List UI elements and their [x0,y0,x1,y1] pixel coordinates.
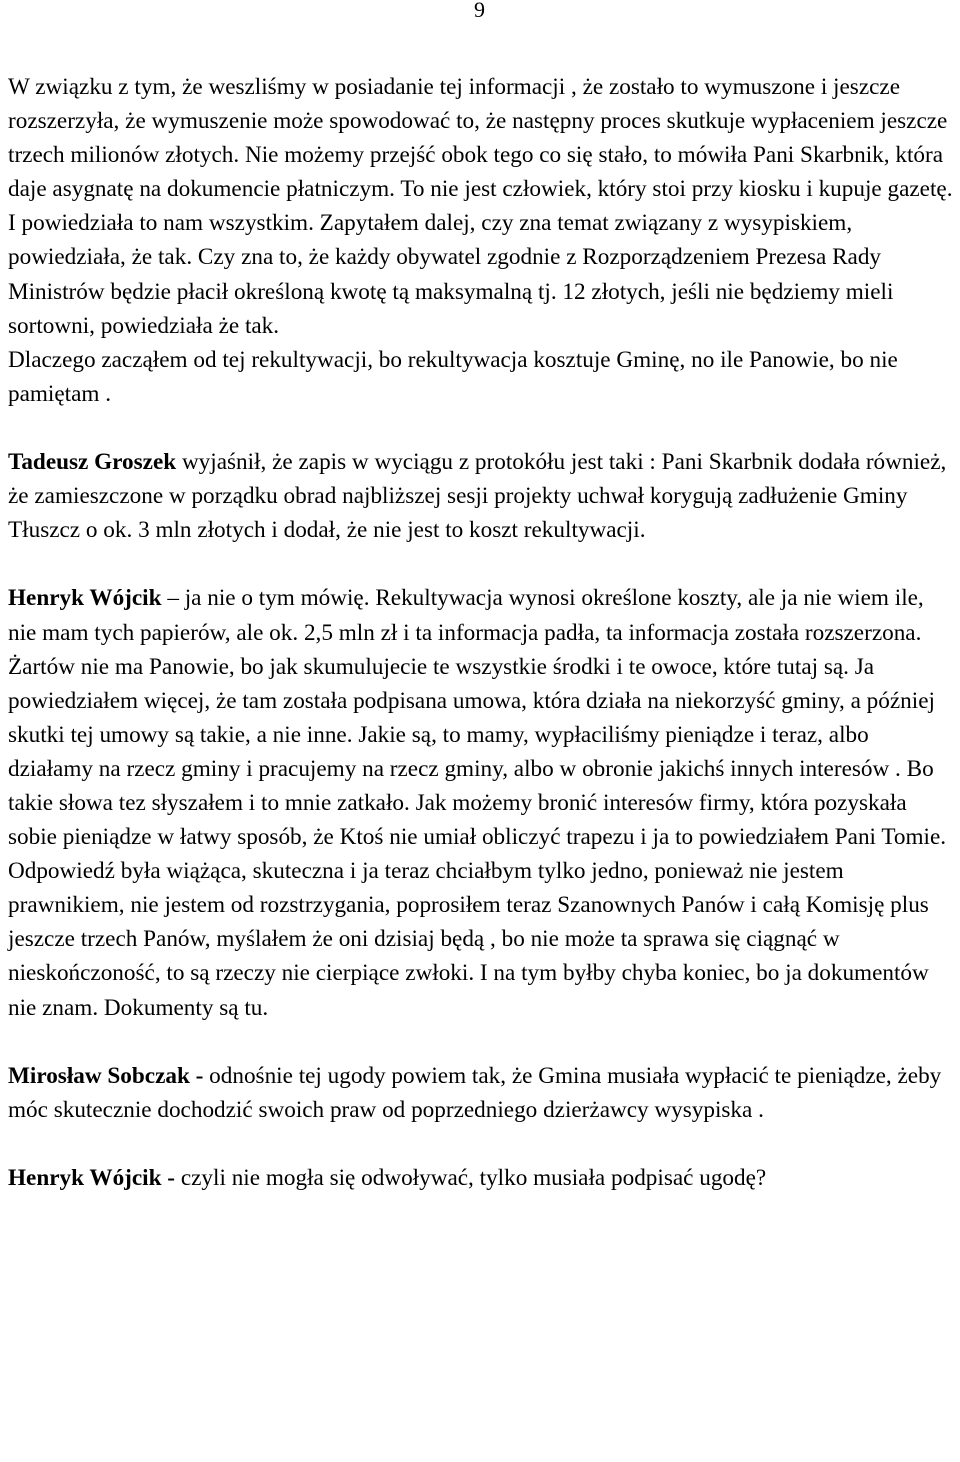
paragraph-text-line1: W związku z tym, że weszliśmy w posiadanie tej informacji , że zostało to wymuszone i jeszcze rozszerzyła, że wymuszenie może spowodować to, że następny proces skutkuje wypłaceniem jeszcze trzech milionów złotych. Nie możemy przejść obok tego co się stało, to mówiła Pani Skarbnik, która daje asygnatę na dokumencie płatniczym. To nie jest człowiek, który stoi przy kiosku i kupuje gazetę. I powiedziała to nam wszystkim. Zapytałem dalej, czy zna temat związany z wysypiskiem, powiedziała, że tak. Czy zna to, że każdy obywatel zgodnie z Rozporządzeniem Prezesa Rady Ministrów będzie płacił określoną kwotę tą maksymalną tj. 12 złotych, jeśli nie będziemy mieli sortowni, powiedziała że tak. [8,74,953,339]
document-body [8,70,954,1195]
paragraph-intro [8,70,954,411]
paragraph-tadeusz-groszek [8,445,954,547]
paragraph-henryk-wojcik-2 [8,1161,954,1195]
speaker-name: Henryk Wójcik - [8,1165,176,1191]
paragraph-henryk-wojcik-1 [8,581,954,1024]
paragraph-miroslaw-sobczak [8,1059,954,1127]
paragraph-text: czyli nie mogła się odwoływać, tylko musiała podpisać ugodę? [180,1165,767,1191]
paragraph-text: odnośnie tej ugody powiem tak, że Gmina musiała wypłacić te pieniądze, żeby móc skutecznie dochodzić swoich praw od poprzedniego dzierżawcy wysypiska . [8,1062,942,1123]
paragraph-text: wyjaśnił, że zapis w wyciągu z protokółu jest taki : Pani Skarbnik dodała również, że zamieszczone w porządku obrad najbliższej sesji projekty uchwał korygują zadłużenie Gminy Tłuszcz o ok. 3 mln złotych i dodał, że nie jest to koszt rekultywacji. [8,449,947,544]
speaker-name: Henryk Wójcik [8,585,162,612]
speaker-name: Tadeusz Groszek [8,449,177,476]
speaker-name: Mirosław Sobczak - [8,1062,204,1089]
paragraph-text: ja nie o tym mówię. Rekultywacja wynosi określone koszty, ale ja nie wiem ile, nie mam tych papierów, ale ok. 2,5 mln zł i ta informacja padła, ta informacja została rozszerzona. Żartów nie ma Panowie, bo jak skumulujecie te wszystkie środki i te owoce, które tutaj są. Ja powiedziałem więcej, że tam została podpisana umowa, która działa na niekorzyść gminy, a później skutki tej umowy są takie, a nie inne. Jakie są, to mamy, wypłaciliśmy pieniądze i teraz, albo działamy na rzecz gminy i pracujemy na rzecz gminy, albo w obronie jakichś innych interesów . Bo takie słowa tez słyszałem i to mnie zatkało. Jak możemy bronić interesów firmy, która pozyskała sobie pieniądze w łatwy sposób, że Ktoś nie umiał obliczyć trapezu i ja to powiedziałem Pani Tomie. Odpowiedź była wiążąca, skuteczna i ja teraz chciałbym tylko jedno, ponieważ nie jestem prawnikiem, nie jestem od rozstrzygania, poprosiłem teraz Szanownych Panów i całą Komisję plus jeszcze trzech Panów, myślałem że oni dzisiaj będą , bo nie może ta sprawa się ciągnąć w nieskończoność, to są rzeczy nie cierpiące zwłoki. I na tym byłby chyba koniec, bo ja dokumentów nie znam. Dokumenty są tu. [8,585,947,1021]
speaker-separator: – [161,585,185,612]
page-number: 9 [474,0,485,22]
paragraph-text-line2: Dlaczego zacząłem od tej rekultywacji, bo rekultywacja kosztuje Gminę, no ile Panowie, bo nie pamiętam . [8,346,898,407]
